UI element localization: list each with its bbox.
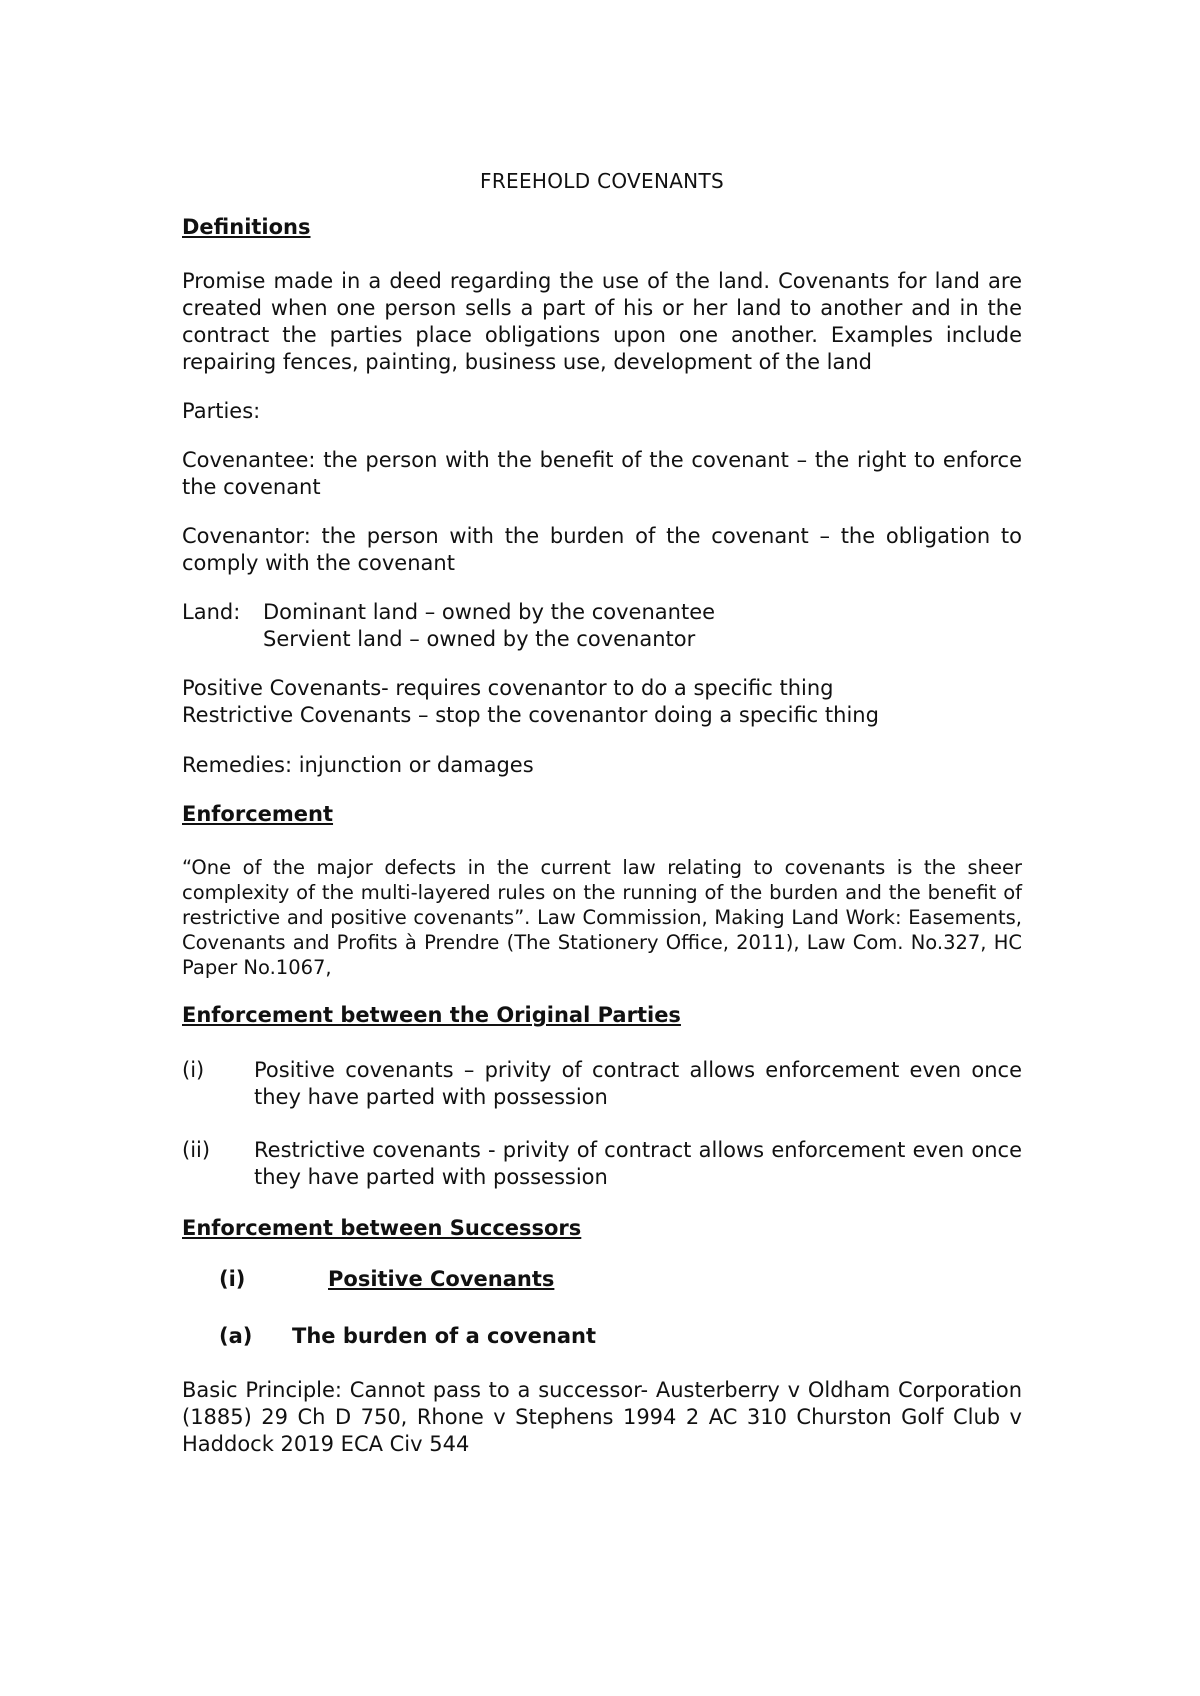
list-item-number: (i) (182, 1058, 205, 1082)
list-item (182, 1057, 1022, 1111)
land-definition (182, 599, 1022, 653)
land-label: Land: (182, 600, 241, 624)
successors-heading: Enforcement between Successors (182, 1216, 582, 1240)
enforcement-heading: Enforcement (182, 802, 334, 826)
original-parties-heading: Enforcement between the Original Parties (182, 1003, 681, 1027)
basic-principle: Basic Principle: Cannot pass to a successor- Austerberry v Oldham Corporation (1885) 29 Ch D 750, Rhone v Stephens 1994 2 AC 310 Churston Golf Club v Haddock 2019 ECA Civ 544 (182, 1378, 1022, 1456)
burden-subheading (182, 1323, 1022, 1350)
list-item (182, 1137, 1022, 1191)
remedies: Remedies: injunction or damages (182, 753, 534, 777)
list-item-text: Restrictive covenants - privity of contract allows enforcement even once they have parted with possession (254, 1138, 1022, 1189)
subheading-number: (i) (219, 1267, 246, 1291)
servient-land: Servient land – owned by the covenantor (263, 627, 696, 651)
list-item-number: (ii) (182, 1138, 211, 1162)
covenantor-definition: Covenantor: the person with the burden of the covenant – the obligation to comply with the covenant (182, 524, 1022, 575)
parties-label: Parties: (182, 399, 261, 423)
subheading-title: The burden of a covenant (292, 1324, 596, 1348)
law-commission-quote: “One of the major defects in the current law relating to covenants is the sheer complexity of the multi-layered rules on the running of the burden and the benefit of restrictive and positive covenants”. Law Commission, Making Land Work: Easements, Covenants and Profits à Prendre (The Stationery Office, 2011), Law Com. No.327, HC Paper No.1067, (182, 856, 1022, 979)
list-item-text: Positive covenants – privity of contract allows enforcement even once they have parted with possession (254, 1058, 1022, 1109)
positive-covenants-subheading (182, 1266, 1022, 1293)
document-title: FREEHOLD COVENANTS (480, 169, 724, 193)
covenantee-definition: Covenantee: the person with the benefit of the covenant – the right to enforce the covenant (182, 448, 1022, 499)
subheading-title: Positive Covenants (328, 1267, 555, 1291)
restrictive-covenants-definition: Restrictive Covenants – stop the covenantor doing a specific thing (182, 703, 879, 727)
land-types (263, 599, 715, 653)
positive-covenants-definition: Positive Covenants- requires covenantor to do a specific thing (182, 676, 834, 700)
definitions-intro: Promise made in a deed regarding the use of the land. Covenants for land are created when one person sells a part of his or her land to another and in the contract the parties place obligations upon one another. Examples include repairing fences, painting, business use, development of the land (182, 269, 1022, 374)
dominant-land: Dominant land – owned by the covenantee (263, 600, 716, 624)
document-page (182, 168, 1022, 1458)
definitions-heading: Definitions (182, 215, 311, 239)
subheading-letter: (a) (219, 1324, 253, 1348)
